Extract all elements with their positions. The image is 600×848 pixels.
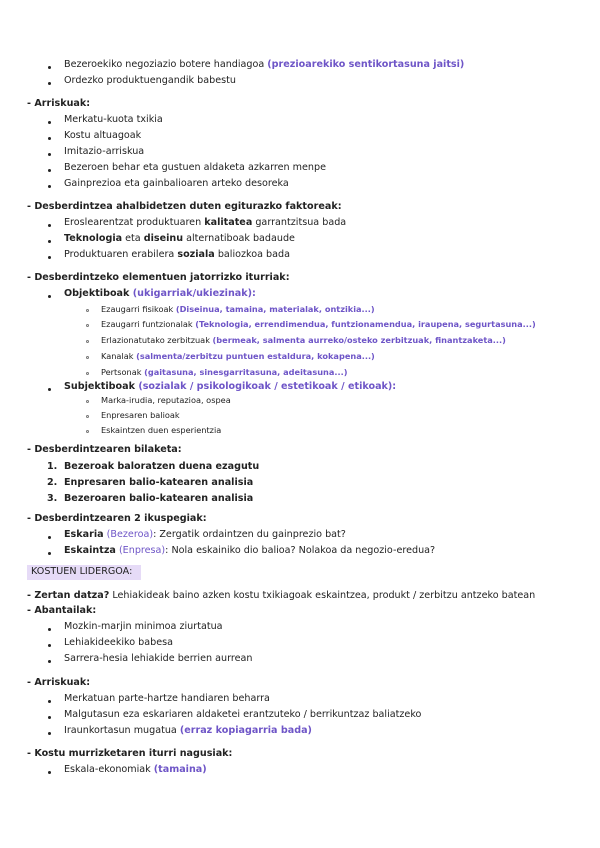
sub-bullet — [86, 340, 89, 343]
bullet — [48, 771, 51, 774]
list-item: Produktuaren erabilera soziala baliozkoa bada — [64, 249, 290, 260]
list-item: Bezeroen behar eta gustuen aldaketa azkarren menpe — [64, 162, 327, 173]
sub-list-item: Ezaugarri fisikoak (Diseinua, tamaina, materialak, ontzikia...) — [101, 304, 375, 314]
list-item: Subjektiboak (sozialak / psikologikoak / estetikoak / etikoak): — [64, 381, 397, 392]
sub-list-item: Pertsonak (gaitasuna, sinesgarritasuna, adeitasuna...) — [101, 367, 348, 377]
sub-list-item: Enpresaren balioak — [101, 410, 180, 420]
bullet — [48, 660, 51, 663]
bullet — [48, 295, 51, 298]
list-item: Merkatuan parte-hartze handiaren beharra — [64, 693, 270, 704]
list-item: Eroslearentzat produktuaren kalitatea garrantzitsua bada — [64, 217, 347, 228]
bullet — [48, 256, 51, 259]
list-item: Eskaria (Bezeroa): Zergatik ordaintzen du gainprezio bat? — [64, 529, 346, 540]
sub-bullet — [86, 430, 89, 433]
section-title-highlight — [27, 565, 141, 580]
sub-list-item: Erlazionatutako zerbitzuak (bermeak, salmenta aurreko/osteko zerbitzuak, finantzaketa...) — [101, 335, 506, 345]
bullet — [48, 628, 51, 631]
bullet — [48, 185, 51, 188]
bullet — [48, 82, 51, 85]
section-heading: - Desberdintzea ahalbidetzen duten egiturazko faktoreak: — [27, 201, 342, 212]
sub-bullet — [86, 356, 89, 359]
list-number: 2. — [47, 477, 58, 488]
section-title: KOSTUEN LIDERGOA: — [31, 566, 133, 577]
section-heading: - Arriskuak: — [27, 677, 91, 688]
section-heading: - Desberdintzearen 2 ikuspegiak: — [27, 513, 207, 524]
section-heading: - Arriskuak: — [27, 98, 91, 109]
numbered-item: Enpresaren balio-katearen analisia — [64, 477, 254, 488]
sub-bullet — [86, 400, 89, 403]
list-item: Merkatu-kuota txikia — [64, 114, 163, 125]
numbered-item: Bezeroak baloratzen duena ezagutu — [64, 461, 260, 472]
bullet — [48, 700, 51, 703]
section-heading: - Abantailak: — [27, 605, 97, 616]
list-item: Kostu altuagoak — [64, 130, 142, 141]
sub-list-item: Eskaintzen duen esperientzia — [101, 425, 222, 435]
list-item: Bezeroekiko negoziazio botere handiagoa (prezioarekiko sentikortasuna jaitsi) — [64, 59, 465, 70]
bullet — [48, 716, 51, 719]
list-item: Lehiakideekiko babesa — [64, 637, 174, 648]
bullet — [48, 121, 51, 124]
bullet — [48, 536, 51, 539]
bullet — [48, 388, 51, 391]
sub-bullet — [86, 324, 89, 327]
list-item: Eskala-ekonomiak (tamaina) — [64, 764, 207, 775]
list-item: Malgutasun eza eskariaren aldaketei erantzuteko / berrikuntzaz baliatzeko — [64, 709, 422, 720]
bullet — [48, 66, 51, 69]
sub-list-item: Ezaugarri funtzionalak (Teknologia, errendimendua, funtzionamendua, iraupena, segurtasuna...) — [101, 319, 536, 329]
list-item: Objektiboak (ukigarriak/ukiezinak): — [64, 288, 256, 299]
definition-line: - Zertan datza? Lehiakideak baino azken kostu txikiagoak eskaintzea, produkt / zerbitzu antzeko batean — [27, 590, 536, 601]
bullet — [48, 644, 51, 647]
list-item: Eskaintza (Enpresa): Nola eskainiko dio balioa? Nolakoa da negozio-eredua? — [64, 545, 436, 556]
sub-bullet — [86, 415, 89, 418]
bullet — [48, 224, 51, 227]
list-item: Imitazio-arriskua — [64, 146, 145, 157]
bullet — [48, 732, 51, 735]
bullet — [48, 169, 51, 172]
bullet — [48, 137, 51, 140]
section-heading: - Desberdintzeko elementuen jatorrizko iturriak: — [27, 272, 290, 283]
sub-bullet — [86, 372, 89, 375]
numbered-item: Bezeroaren balio-katearen analisia — [64, 493, 254, 504]
sub-list-item: Marka-irudia, reputazioa, ospea — [101, 395, 231, 405]
list-item: Ordezko produktuengandik babestu — [64, 75, 236, 86]
bullet — [48, 153, 51, 156]
list-number: 3. — [47, 493, 58, 504]
list-item: Mozkin-marjin minimoa ziurtatua — [64, 621, 223, 632]
list-number: 1. — [47, 461, 58, 472]
section-heading: - Desberdintzearen bilaketa: — [27, 444, 182, 455]
bullet — [48, 552, 51, 555]
list-item: Teknologia eta diseinu alternatiboak badaude — [64, 233, 295, 244]
list-item: Sarrera-hesia lehiakide berrien aurrean — [64, 653, 253, 664]
list-item: Iraunkortasun mugatua (erraz kopiagarria bada) — [64, 725, 312, 736]
sub-bullet — [86, 309, 89, 312]
section-heading: - Kostu murrizketaren iturri nagusiak: — [27, 748, 233, 759]
list-item: Gainprezioa eta gainbalioaren arteko desoreka — [64, 178, 289, 189]
bullet — [48, 240, 51, 243]
sub-list-item: Kanalak (salmenta/zerbitzu puntuen estaldura, kokapena...) — [101, 351, 375, 361]
